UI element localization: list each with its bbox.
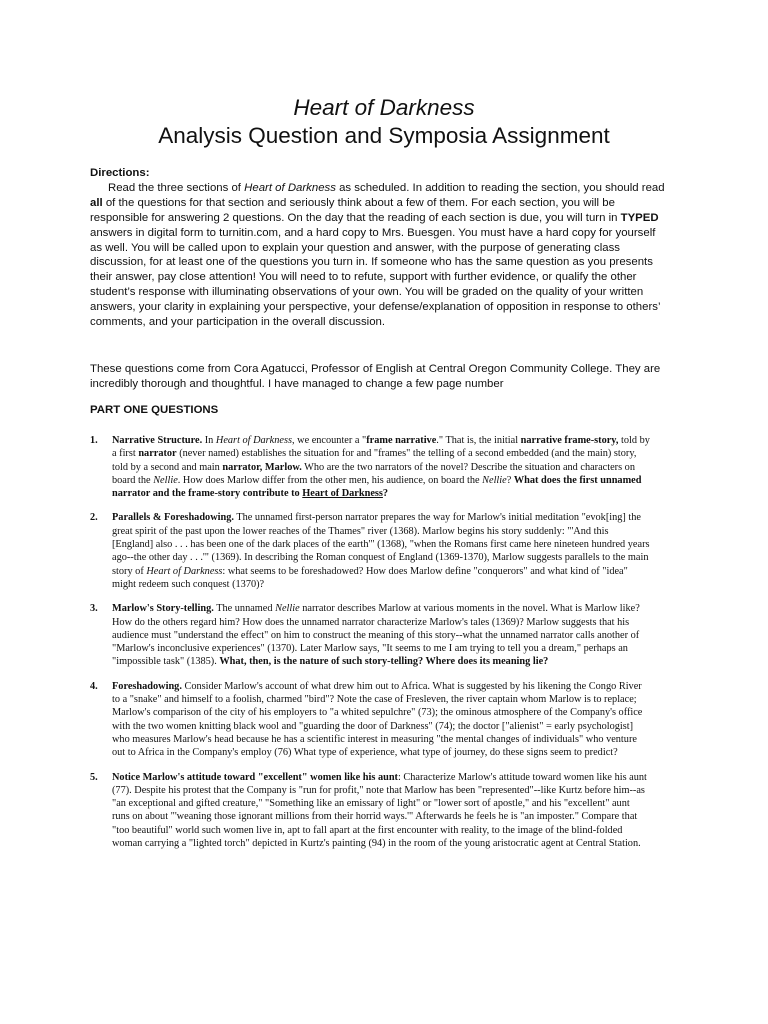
emphasis: all xyxy=(90,196,103,209)
question-topic: Foreshadowing. xyxy=(112,680,182,692)
book-title: Heart of Darkness xyxy=(244,181,336,194)
question-topic: Narrative Structure. xyxy=(112,435,203,446)
intro-paragraph xyxy=(90,362,670,392)
question-number: 4. xyxy=(90,680,98,692)
text-run: of the questions for that section and seriously think about a few of them. For each section, you will be responsible for answering 2 questions. On the day that the reading of each section is due, you will turn in xyxy=(90,196,621,224)
emphasis: narrative frame-story, xyxy=(520,435,619,446)
question-5 xyxy=(90,771,650,851)
question-3 xyxy=(90,602,650,668)
question-topic: Parallels & Foreshadowing. xyxy=(112,512,234,524)
question-text xyxy=(112,511,650,591)
text-run: narrator describes Marlow at various moments in the novel. What is Marlow like? How do the others regard him? How does the unnamed narrator characterize Marlow's tales (1369)? Marlow suggests that his audience must "understand the effect" on him to construct the meaning of this story--what the unnamed narrator calls another of "Marlow's inconclusive experiences" (1370). Later Marlow says, "It seems to me I am trying to tell you a dream," perhaps an "impossible task" (1385). xyxy=(112,603,640,668)
question-number: 2. xyxy=(90,512,98,524)
text-run: answers in digital form to turnitin.com, and a hard copy to Mrs. Buesgen. You must have a hard copy for yourself as well. You will be called upon to explain your question and answer, with the purpose of generating class discussion, for at least one of the questions you turn in. If someone who has the same question as you presents their answer, pay close attention! You will need to to refute, support with further evidence, or qualify the other student’s response with illuminating observations of your own. You will be graded on the quality of your written answers, your clarity in explaining your perspective, your defense/explanation of opposition in response to others’ comments, and your participation in the overall discussion. xyxy=(90,226,661,329)
question-number: 3. xyxy=(90,603,98,615)
title-line-2: Analysis Question and Symposia Assignment xyxy=(158,123,610,148)
part-one-heading: PART ONE QUESTIONS xyxy=(90,404,219,416)
question-topic: Notice Marlow's attitude toward "excellent" women like his aunt xyxy=(112,771,398,783)
text-run: Who are the two narrators of the novel? Describe the situation and characters on board the xyxy=(112,461,635,486)
question-text xyxy=(112,771,650,851)
text-run: The unnamed xyxy=(213,603,276,615)
key-question: What, then, is the nature of such story-telling? Where does its meaning lie? xyxy=(219,656,549,668)
ship-name: Nellie xyxy=(275,603,300,615)
question-number: 5. xyxy=(90,771,98,783)
text-run: : what seems to be foreshadowed? How does Marlow define "conquerors" and what kind of "idea" might redeem such conquest (1370)? xyxy=(112,565,628,590)
text-run: (never named) establishes the situation for and "frames" the telling of a second embedded (and the main) story, told by a second and main xyxy=(112,448,637,473)
ship-name: Nellie xyxy=(482,474,507,486)
emphasis: narrator xyxy=(138,448,177,460)
emphasis: TYPED xyxy=(620,211,659,224)
text-run: ." That is, the initial xyxy=(436,435,521,446)
text-run: Consider Marlow's account of what drew him out to Africa. What is suggested by his likening the Congo River to a "snake" and himself to a foolish, charmed "bird"? Note the case of Fresleven, the river captain whom Marlow is to replace; Marlow's comparison of the city of his employers to "a whited sepulchre" (73); the ominous atmosphere of the Company's office with the two women knitting black wool and "guarding the door of Darkness" (74); the doctor ["alienist" = early psychologist] who measures Marlow's head because he has a scientific interest in measuring "the mental changes of individuals" who venture out to Africa in the Company's employ (76) What type of experience, what type of journey, do these signs seem to predict? xyxy=(112,680,643,759)
text-run: told by a first xyxy=(112,435,650,460)
directions-heading: Directions: xyxy=(90,167,150,179)
question-1 xyxy=(90,434,650,500)
text-run: In xyxy=(202,435,216,446)
directions-section xyxy=(90,166,670,330)
text-run: . How does Marlow differ from the other men, his audience, on board the xyxy=(177,474,483,486)
text-run: The unnamed first-person narrator prepares the way for Marlow's initial meditation "evok[ing] the great spirit of the past upon the lower reaches of the Thames" river (1368). Marlow begins his story suddenly: "'And this [England] also . . . has been one of the dark places of the earth'" (1368), "when the Romans first came here nineteen hundred years ago--the other day . . .'" (1369). In describing the Roman conquest of England (1369-1370), Marlow suggests parallels to the main story of xyxy=(112,512,650,577)
text-run: ? xyxy=(506,474,514,486)
page-title xyxy=(0,94,768,150)
intro-text: These questions come from Cora Agatucci, Professor of English at Central Oregon Community College. They are incredibly thorough and thoughtful. I have managed to change a few page number xyxy=(90,363,661,390)
question-text xyxy=(112,680,650,760)
emphasis: frame narrative xyxy=(366,435,437,446)
question-number: 1. xyxy=(90,435,98,446)
question-list xyxy=(90,434,650,861)
question-text xyxy=(112,602,650,668)
text-run: , we encounter a " xyxy=(291,435,367,446)
text-run: : Characterize Marlow's attitude toward women like his aunt (77). Despite his protest that the Company is "run for profit," note that Marlow has been "represented"--like Kurtz before him--as "an exceptional and gifted creature," "Something like an emissary of light" or "lower sort of apostle," and his "excellent" aunt runs on about "'weaning those ignorant millions from their horrid ways.'" Afterwards he feels he is "an imposter." Compare that "too beautiful" world such women live in, apt to fall apart at the first encounter with reality, to the image of the blind-folded woman carrying a "lighted torch" depicted in Kurtz's painting (94) in the room of the young aristocratic agent at Central Station. xyxy=(112,771,647,850)
question-text xyxy=(112,434,650,500)
text-run: as scheduled. In addition to reading the section, you should read xyxy=(335,181,665,194)
book-title: Heart of Darkness xyxy=(146,565,223,577)
book-title: Heart of Darkness xyxy=(302,488,383,500)
question-2 xyxy=(90,511,650,591)
key-question: What does the first unnamed narrator and the frame-story contribute to xyxy=(112,474,642,500)
text-run: Read the three sections of xyxy=(108,181,245,194)
directions-paragraph xyxy=(90,181,670,330)
key-question: ? xyxy=(382,488,389,500)
book-title: Heart of Darkness xyxy=(215,435,292,446)
title-line-1: Heart of Darkness xyxy=(293,95,475,120)
question-4 xyxy=(90,680,650,760)
question-topic: Marlow's Story-telling. xyxy=(112,603,214,615)
emphasis: narrator, Marlow. xyxy=(222,461,302,473)
ship-name: Nellie xyxy=(153,474,178,486)
